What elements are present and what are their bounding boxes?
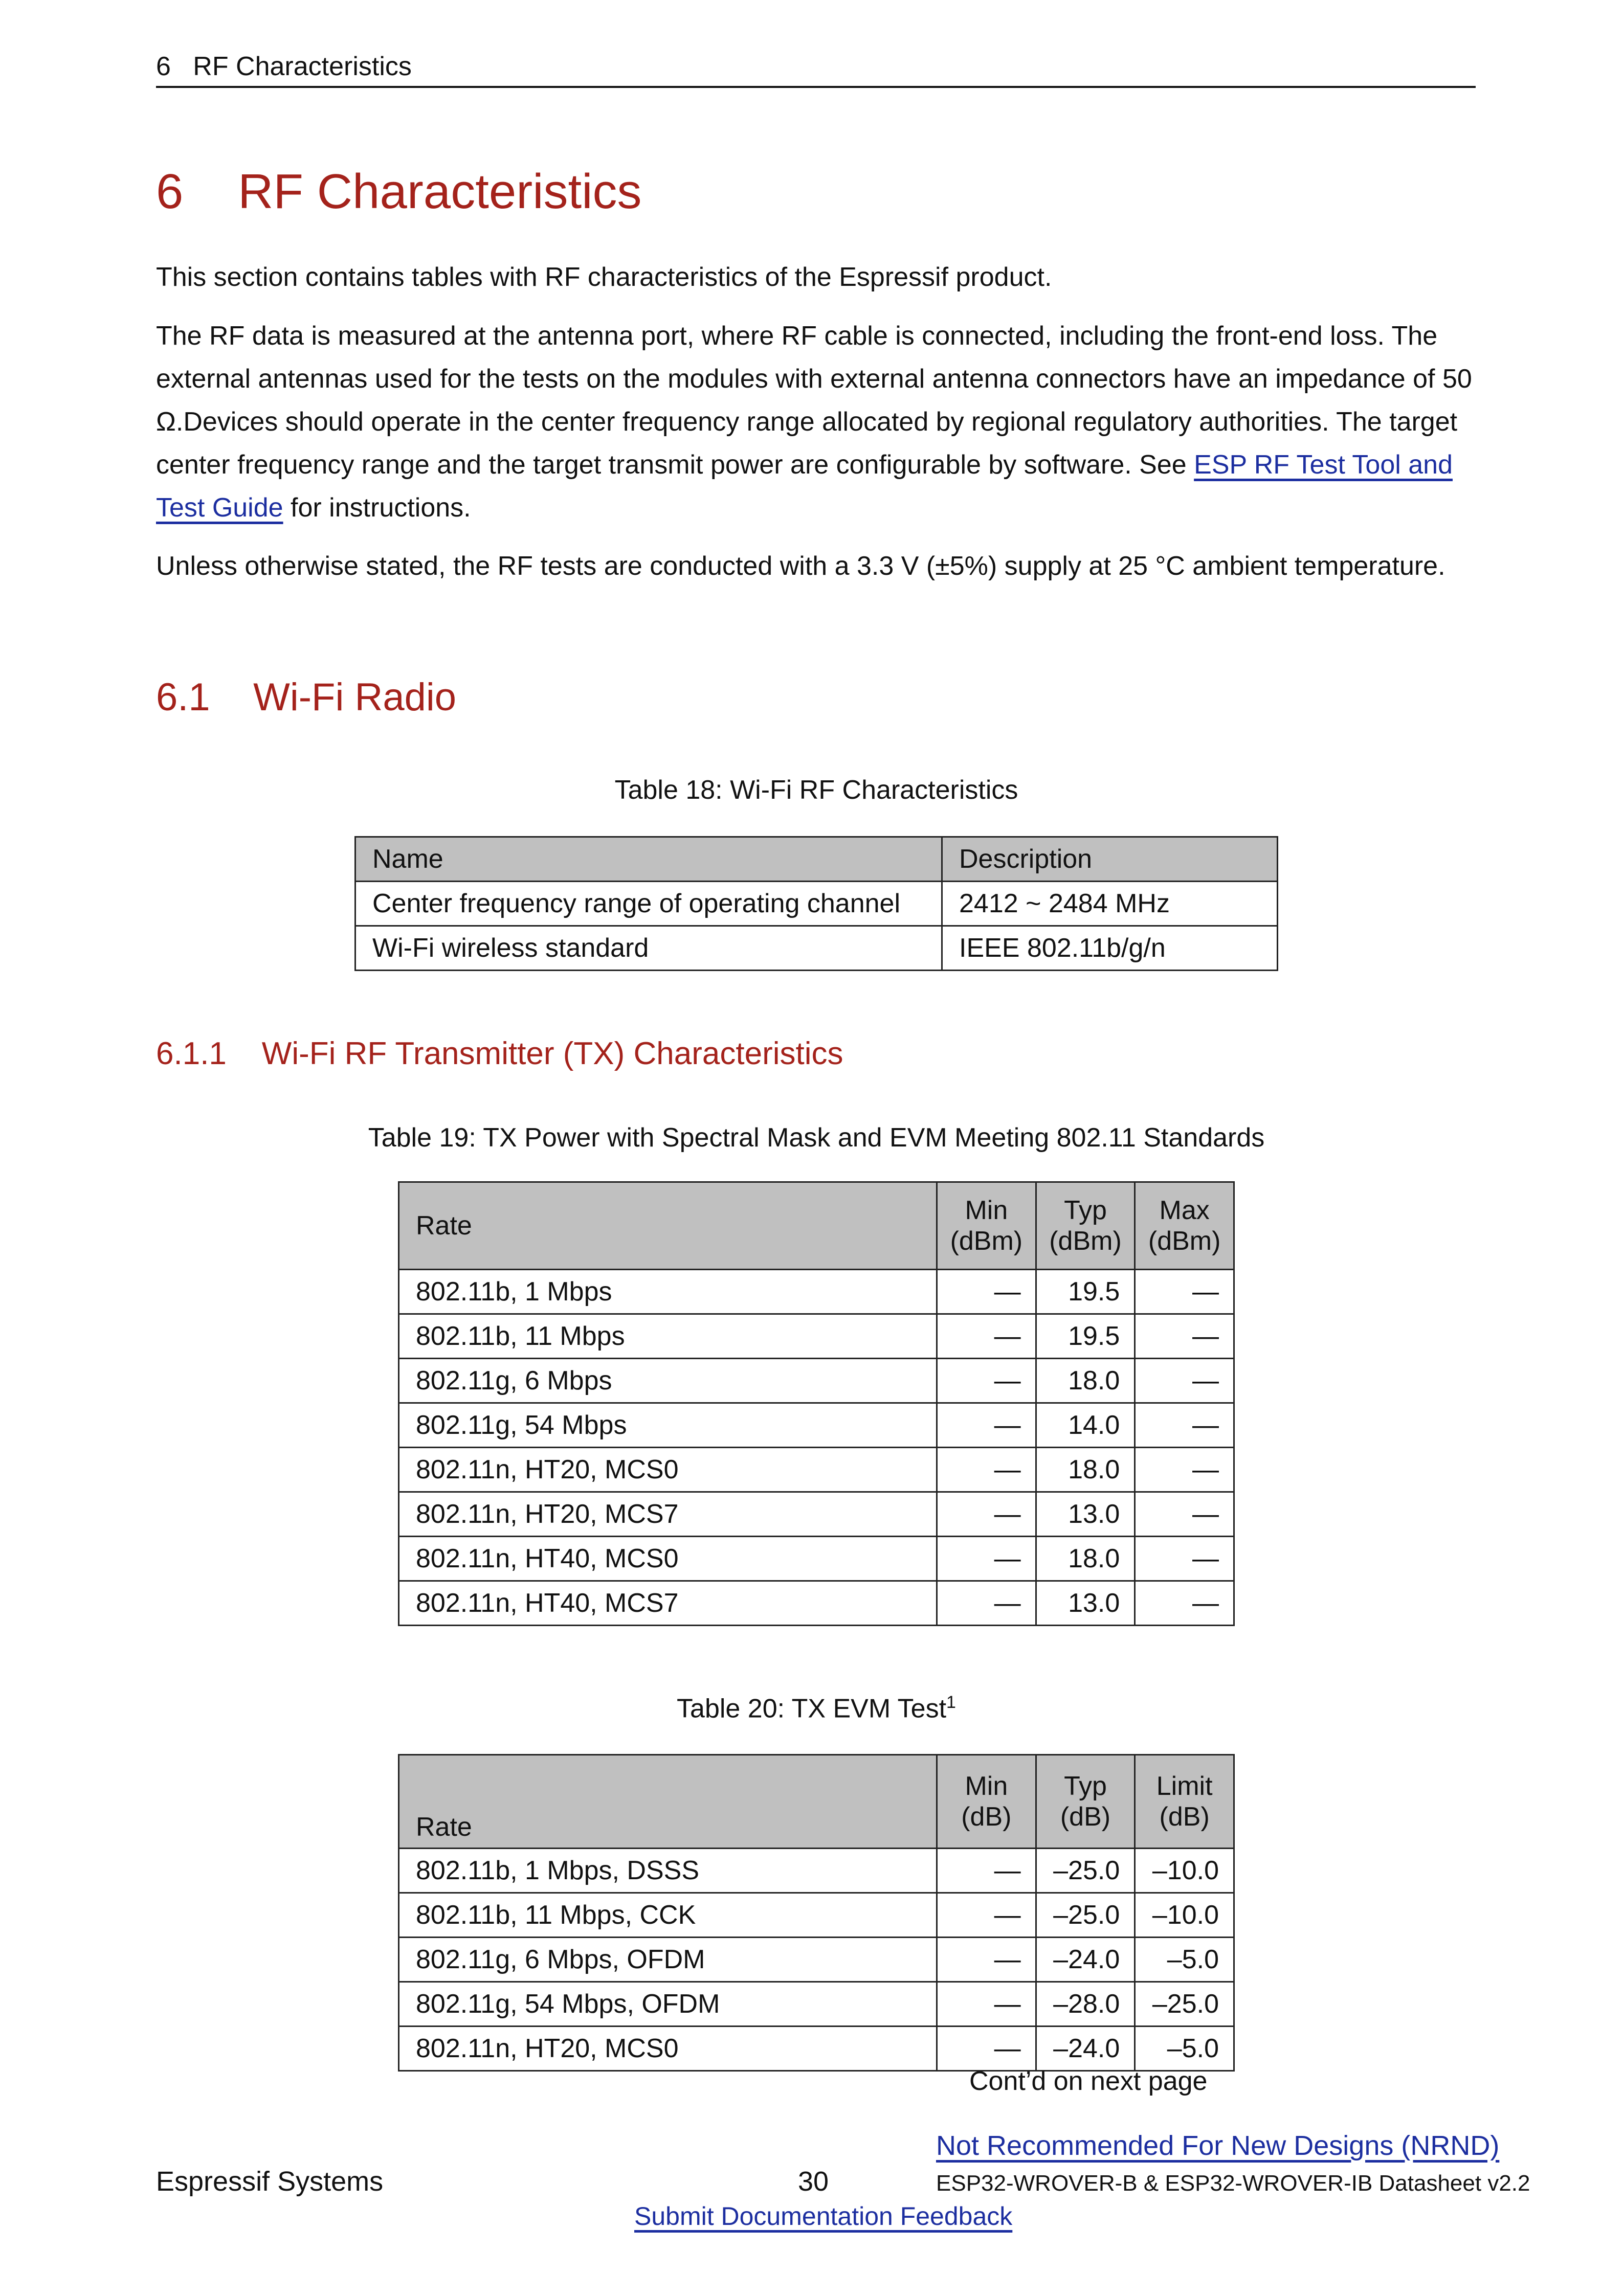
paragraph-text: The RF data is measured at the antenna port, where RF cable is connected, including the front-end loss. The external antennas used for the tests on the modules with external antenna connectors have an impedance of 50 Ω.Devices should operate in the center frequency range allocated by regional regulatory authorities. The target center frequency range and the target transmit power are configurable by software. See — [156, 321, 1472, 480]
table-cell: Center frequency range of operating channel — [355, 882, 942, 926]
table-row — [399, 1982, 1234, 2027]
header-line: Min — [965, 1771, 1008, 1801]
continued-note: Cont’d on next page — [969, 2066, 1208, 2096]
table-header-cell — [1135, 1755, 1234, 1849]
header-line: (dB) — [1159, 1802, 1210, 1832]
table-cell: –10.0 — [1135, 1893, 1234, 1938]
intro-paragraph: This section contains tables with RF characteristics of the Espressif product. — [156, 262, 1052, 292]
table-cell: — — [937, 1403, 1036, 1448]
caption-text: Table 20: TX EVM Test — [677, 1694, 947, 1724]
table-cell: 802.11n, HT40, MCS7 — [399, 1581, 937, 1626]
table-cell: 802.11n, HT20, MCS0 — [399, 1448, 937, 1492]
footnote-marker[interactable]: 1 — [946, 1693, 956, 1712]
table-cell: 802.11b, 11 Mbps — [399, 1314, 937, 1359]
table-cell: 802.11g, 54 Mbps — [399, 1403, 937, 1448]
table-cell: –25.0 — [1135, 1982, 1234, 2027]
table-cell: — — [937, 1581, 1036, 1626]
table-cell: — — [937, 1893, 1036, 1938]
subsubsection-heading: 6.1.1 Wi-Fi RF Transmitter (TX) Characteristics — [156, 1036, 843, 1071]
page-number: 30 — [798, 2166, 829, 2197]
table-header-cell: Rate — [399, 1182, 937, 1270]
table-cell: –25.0 — [1036, 1849, 1135, 1893]
table-cell: 802.11g, 6 Mbps, OFDM — [399, 1938, 937, 1982]
table-cell: 802.11b, 1 Mbps — [399, 1270, 937, 1314]
table-cell: 802.11n, HT20, MCS0 — [399, 2027, 937, 2071]
table-cell: 18.0 — [1036, 1448, 1135, 1492]
table-row — [399, 1448, 1234, 1492]
table-cell: — — [937, 1849, 1036, 1893]
table20-tx-evm-test — [398, 1754, 1235, 2072]
table-cell: 14.0 — [1036, 1403, 1135, 1448]
table-cell: — — [1135, 1359, 1234, 1403]
table-cell: — — [937, 1982, 1036, 2027]
table-cell: — — [1135, 1403, 1234, 1448]
table-cell: 19.5 — [1036, 1270, 1135, 1314]
header-line: (dBm) — [950, 1226, 1023, 1256]
conditions-paragraph: Unless otherwise stated, the RF tests are conducted with a 3.3 V (±5%) supply at 25 °C ambient temperature. — [156, 551, 1445, 581]
subsection-heading: 6.1 Wi-Fi Radio — [156, 676, 457, 719]
header-line: Limit — [1156, 1771, 1213, 1801]
header-rule — [156, 86, 1476, 88]
footer-doc-title: ESP32-WROVER-B & ESP32-WROVER-IB Datasheet v2.2 — [936, 2171, 1530, 2196]
table-cell: Wi-Fi wireless standard — [355, 926, 942, 971]
table-cell: — — [937, 1537, 1036, 1581]
table-cell: — — [937, 1492, 1036, 1537]
table-row — [399, 1492, 1234, 1537]
table-cell: — — [1135, 1537, 1234, 1581]
header-line: Typ — [1064, 1771, 1107, 1801]
table-cell: 802.11b, 1 Mbps, DSSS — [399, 1849, 937, 1893]
table-cell: 13.0 — [1036, 1581, 1135, 1626]
table-cell: — — [937, 1270, 1036, 1314]
table-header-cell — [1036, 1182, 1135, 1270]
running-header: 6 RF Characteristics — [156, 52, 412, 81]
table-header-cell — [937, 1182, 1036, 1270]
table-row — [399, 1403, 1234, 1448]
table-cell: –5.0 — [1135, 1938, 1234, 1982]
submit-feedback-link[interactable]: Submit Documentation Feedback — [634, 2202, 1013, 2231]
table-cell: — — [937, 1359, 1036, 1403]
table-header-cell — [1036, 1755, 1135, 1849]
measurement-paragraph — [156, 314, 1481, 529]
table-cell: 2412 ~ 2484 MHz — [942, 882, 1278, 926]
section-heading: 6 RF Characteristics — [156, 164, 642, 219]
table-row — [355, 926, 1278, 971]
footer-company: Espressif Systems — [156, 2166, 384, 2197]
table-cell: –10.0 — [1135, 1849, 1234, 1893]
table-cell: 802.11g, 54 Mbps, OFDM — [399, 1982, 937, 2027]
table-cell: — — [1135, 1314, 1234, 1359]
table-row — [399, 1314, 1234, 1359]
header-line: Typ — [1064, 1196, 1107, 1225]
nrnd-link[interactable]: Not Recommended For New Designs (NRND) — [936, 2130, 1500, 2161]
header-line: Min — [965, 1196, 1008, 1225]
table20-caption — [677, 1693, 956, 1724]
table-cell: 18.0 — [1036, 1359, 1135, 1403]
table-row — [355, 882, 1278, 926]
header-line: (dBm) — [1148, 1226, 1221, 1256]
table-cell: 18.0 — [1036, 1537, 1135, 1581]
table-cell: 802.11g, 6 Mbps — [399, 1359, 937, 1403]
table-cell: –25.0 — [1036, 1893, 1135, 1938]
table-row — [399, 1537, 1234, 1581]
header-line: (dB) — [1060, 1802, 1111, 1832]
table-row — [399, 1581, 1234, 1626]
table-cell: 802.11n, HT40, MCS0 — [399, 1537, 937, 1581]
table-cell: — — [1135, 1581, 1234, 1626]
table-cell: –24.0 — [1036, 2027, 1135, 2071]
rf-test-tool-link[interactable]: ESP RF Test Tool and Test Guide — [156, 450, 1453, 523]
table-row — [399, 1893, 1234, 1938]
header-line: (dBm) — [1049, 1226, 1122, 1256]
table-cell: IEEE 802.11b/g/n — [942, 926, 1278, 971]
table-cell: — — [937, 1448, 1036, 1492]
table-cell: — — [1135, 1448, 1234, 1492]
table-cell: — — [937, 2027, 1036, 2071]
table-row — [399, 1938, 1234, 1982]
table18-caption: Table 18: Wi-Fi RF Characteristics — [614, 775, 1018, 805]
table-cell: — — [937, 1314, 1036, 1359]
table18-wifi-rf-characteristics — [354, 836, 1278, 971]
table-row — [399, 2027, 1234, 2071]
table-cell: — — [1135, 1270, 1234, 1314]
table-header-cell — [1135, 1182, 1234, 1270]
table19-caption: Table 19: TX Power with Spectral Mask and EVM Meeting 802.11 Standards — [368, 1123, 1265, 1153]
table-cell: –5.0 — [1135, 2027, 1234, 2071]
table19-tx-power — [398, 1181, 1235, 1626]
table-cell: — — [1135, 1492, 1234, 1537]
table-cell: –28.0 — [1036, 1982, 1135, 2027]
paragraph-text-end: for instructions. — [283, 493, 471, 523]
table-cell: 802.11n, HT20, MCS7 — [399, 1492, 937, 1537]
table-header-cell: Name — [355, 837, 942, 882]
table-cell: — — [937, 1938, 1036, 1982]
table-header-cell: Description — [942, 837, 1278, 882]
header-line: (dB) — [961, 1802, 1012, 1832]
table-row — [399, 1849, 1234, 1893]
header-line: Max — [1159, 1196, 1210, 1225]
table-header-cell: Rate — [399, 1755, 937, 1849]
table-header-cell — [937, 1755, 1036, 1849]
table-cell: –24.0 — [1036, 1938, 1135, 1982]
table-cell: 19.5 — [1036, 1314, 1135, 1359]
table-cell: 802.11b, 11 Mbps, CCK — [399, 1893, 937, 1938]
table-cell: 13.0 — [1036, 1492, 1135, 1537]
table-row — [399, 1359, 1234, 1403]
table-row — [399, 1270, 1234, 1314]
